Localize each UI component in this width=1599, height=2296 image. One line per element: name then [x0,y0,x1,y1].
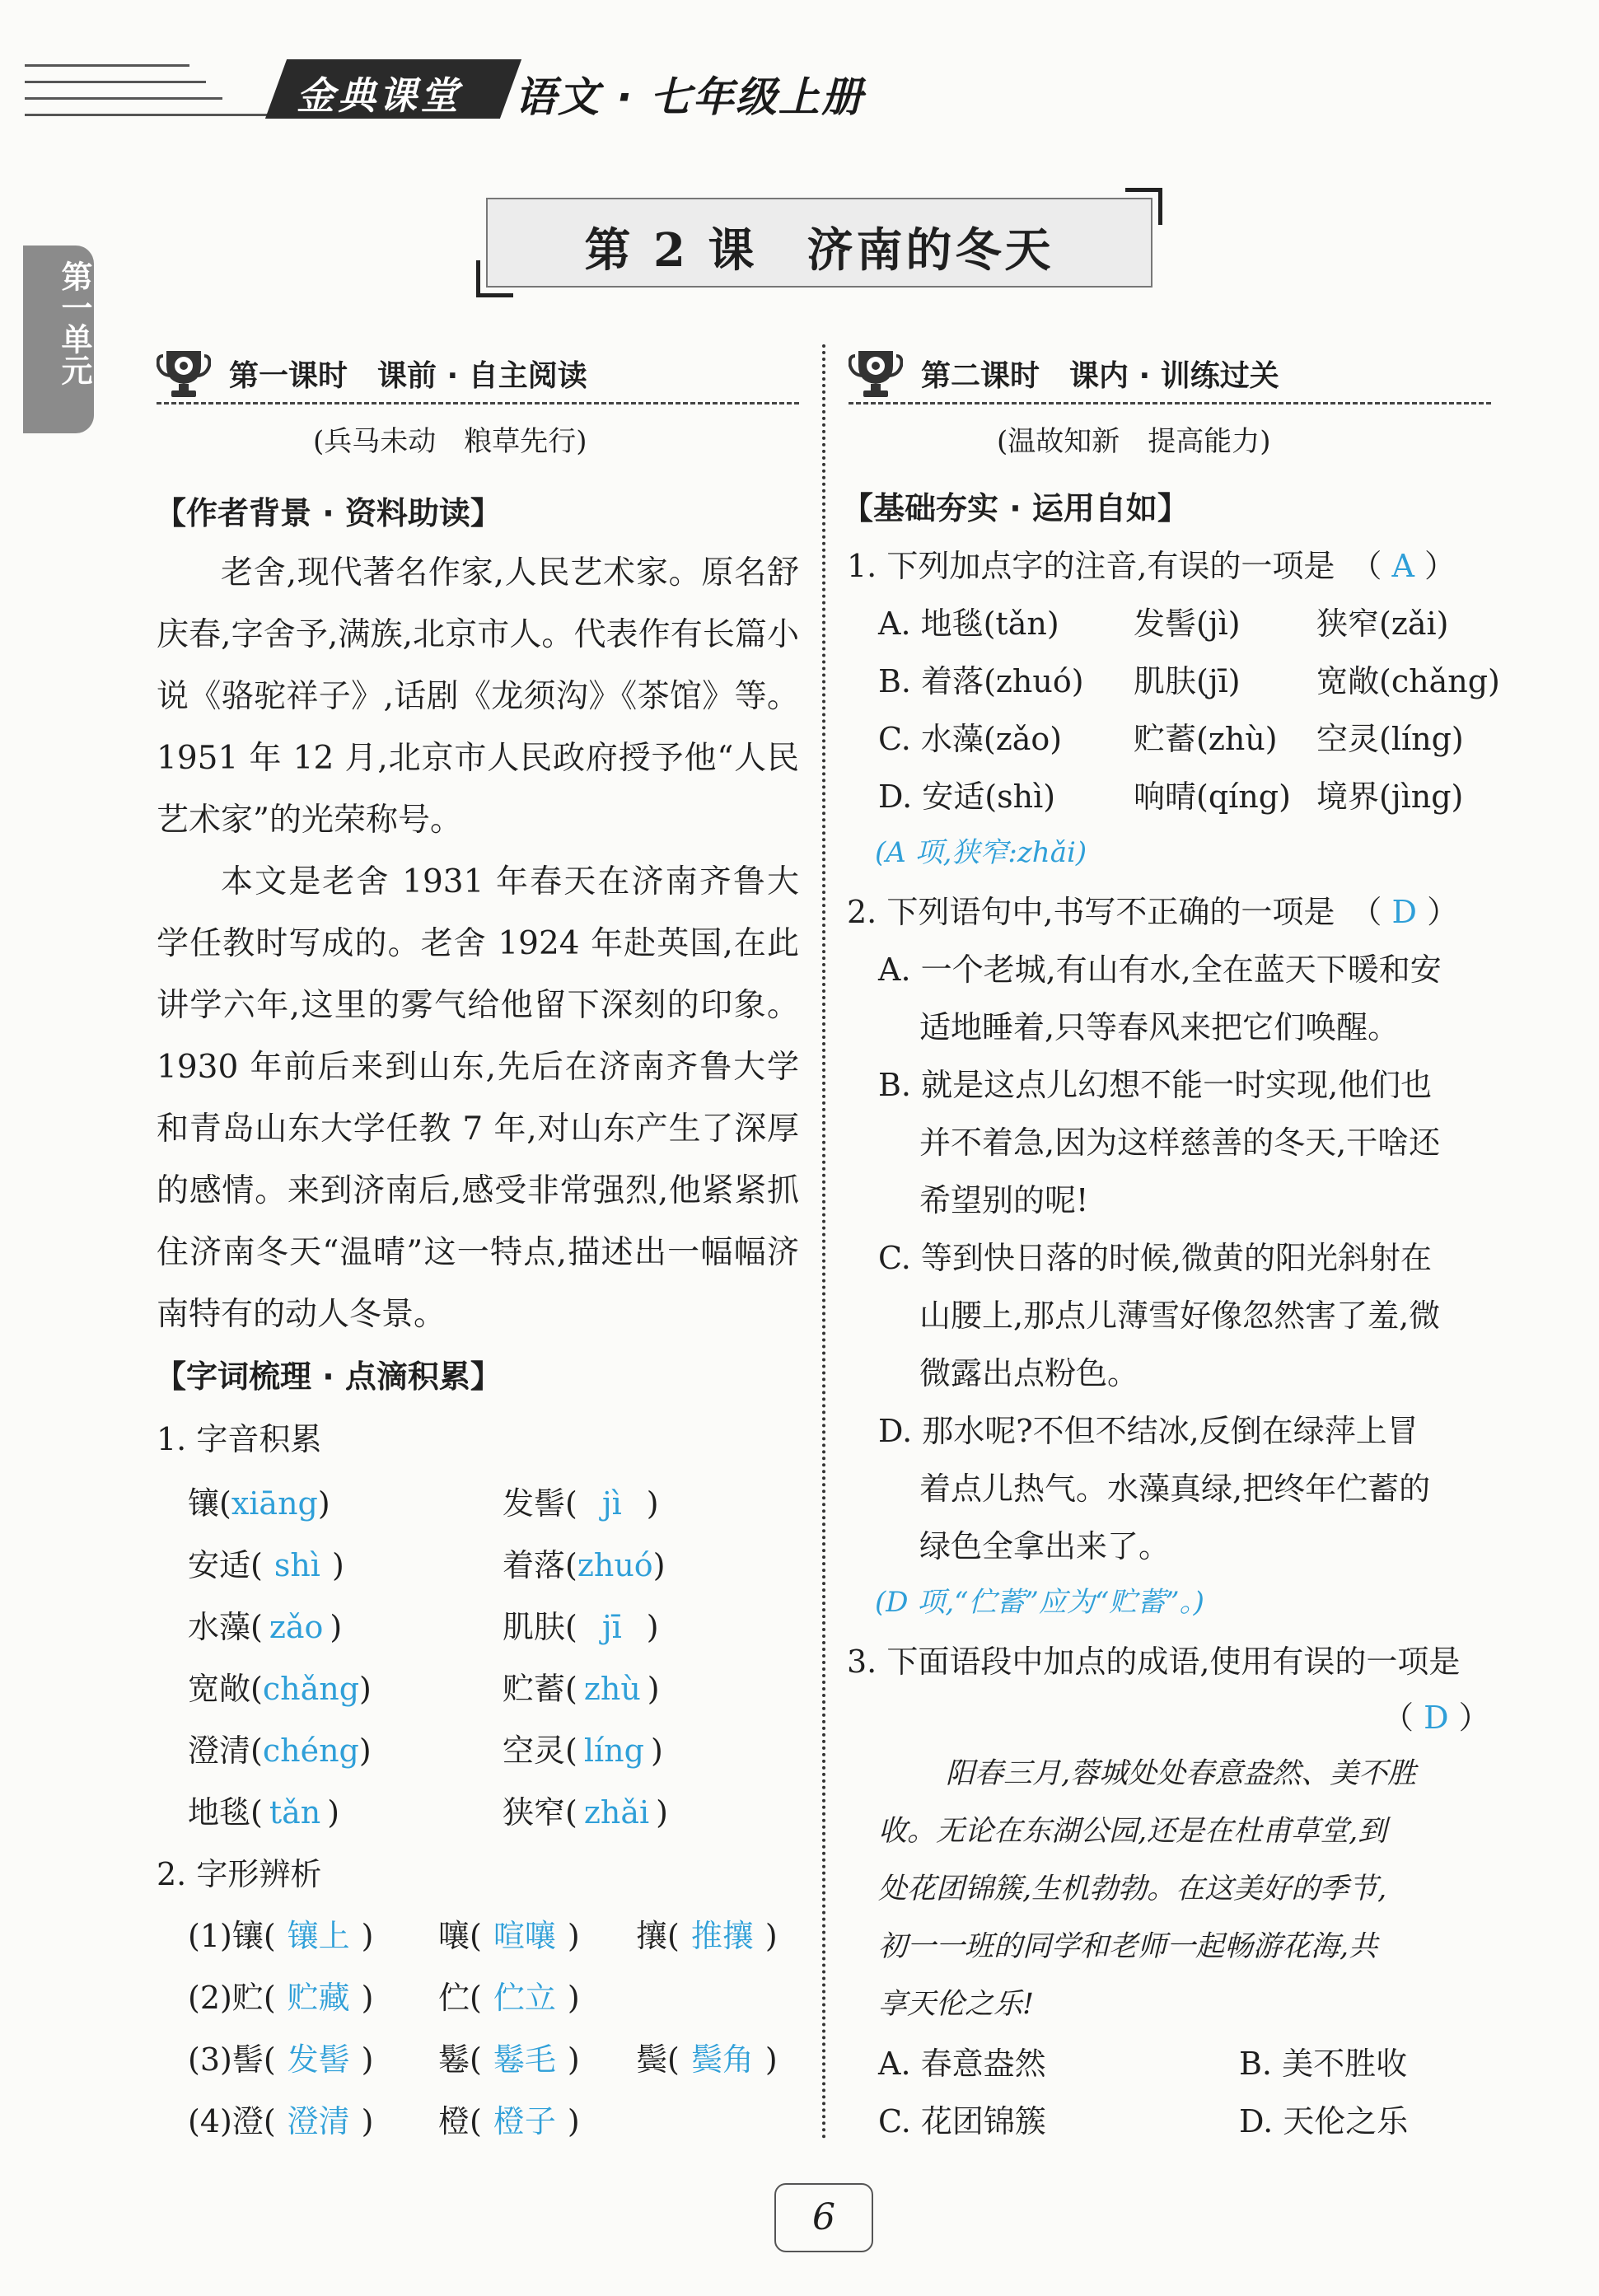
option-line: C. 等到快日落的时候,微黄的阳光斜射在 [878,1240,1432,1276]
question-label: 2. 字形辨析 [157,1856,322,1892]
option-line: 适地睡着,只等春风来把它们唤醒。 [919,1009,1400,1045]
option-line: 微露出点粉色。 [919,1355,1139,1391]
left-motto: (兵马未动 粮草先行) [313,425,587,458]
option-line: A. 一个老城,有山有水,全在蓝天下暖和安 [878,952,1442,988]
pinyin-item: 着落(zhuó) [503,1547,666,1583]
header-rule [25,64,189,67]
option-line: 并不着急,因为这样慈善的冬天,干啥还 [919,1125,1441,1161]
option: 响晴(qíng) [1134,779,1291,815]
author-background [157,542,799,1345]
option: D. 天伦之乐 [1239,2103,1409,2139]
header-rule [25,114,272,116]
pinyin-item: 水藻( zǎo ) [188,1609,343,1645]
passage-line: 享天伦之乐! [878,1988,1035,2021]
pinyin-item: 贮蓄( zhù ) [503,1671,660,1707]
dashed-rule [157,402,799,404]
lesson-title: 第 2 课 济南的冬天 [584,223,1054,278]
answer-note: (A 项,狭窄:zhǎi) [875,836,1087,869]
unit-label: 第一单元 [56,260,92,386]
right-column-title: 第二课时 课内 · 训练过关 [921,359,1279,393]
trophy-icon [157,348,211,400]
option-line: 山腰上,那点儿薄雪好像忽然害了羞,微 [919,1298,1441,1334]
brand-logo: 金典课堂 [297,73,461,118]
glyph-item: (2)贮( 贮藏 ) [188,1980,374,2016]
column-divider [822,344,825,2140]
glyph-item: 攘( 推攘 ) [636,1918,778,1954]
passage-line: 阳春三月,蓉城处处春意盎然、美不胜 [946,1757,1417,1790]
option: 发髻(jì) [1134,606,1241,642]
right-motto: (温故知新 提高能力) [997,425,1271,458]
glyph-item: 鬓( 鬓角 ) [636,2041,778,2078]
option: D. 安适(shì) [878,779,1056,815]
section-heading: 【字词梳理 · 点滴积累】 [155,1358,502,1395]
pinyin-item: 宽敞(chǎng) [188,1671,372,1707]
page-number-box [774,2183,873,2252]
question-stem: 2. 下列语句中,书写不正确的一项是 （ D ） [847,894,1459,930]
glyph-item: 嚷( 喧嚷 ) [438,1918,580,1954]
option: 贮蓄(zhù) [1134,721,1278,757]
lesson-title-box [486,198,1152,288]
option: A. 春意盎然 [878,2046,1046,2082]
glyph-item: (1)镶( 镶上 ) [188,1918,374,1954]
pinyin-item: 地毯( tǎn ) [188,1794,340,1831]
glyph-item: 鬈( 鬈毛 ) [438,2041,580,2078]
option-line: 绿色全拿出来了。 [919,1528,1171,1564]
header-rule [25,81,206,83]
option: 空灵(líng) [1316,721,1464,757]
right-column-header [849,344,1491,419]
book-subject: 语文 · 七年级上册 [515,73,864,121]
pinyin-item: 镶(xiāng) [188,1485,330,1522]
header-rule [25,97,222,100]
option: 境界(jìng) [1316,779,1464,815]
answer-bracket: （ D ） [1382,1700,1490,1736]
passage-line: 收。无论在东湖公园,还是在杜甫草堂,到 [878,1815,1387,1848]
option-line: 着点儿热气。水藻真绿,把终年伫蓄的 [919,1471,1431,1507]
pinyin-item: 肌肤( jī ) [503,1609,659,1645]
option: A. 地毯(tǎn) [878,606,1059,642]
pinyin-item: 空灵( líng ) [503,1733,663,1769]
glyph-item: 伫( 伫立 ) [438,1980,580,2016]
pinyin-item: 狭窄( zhǎi ) [503,1794,668,1831]
option-line: D. 那水呢?不但不结冰,反倒在绿萍上冒 [878,1413,1419,1449]
pinyin-item: 澄清(chéng) [188,1733,372,1769]
question-stem: 1. 下列加点字的注音,有误的一项是 （ A ） [847,548,1456,584]
glyph-item: 橙( 橙子 ) [438,2103,580,2139]
option: 肌肤(jī) [1134,663,1241,699]
pinyin-item: 发髻( jì ) [503,1485,659,1522]
passage-line: 处花团锦簇,生机勃勃。在这美好的季节, [878,1873,1387,1906]
passage-line: 初一一班的同学和老师一起畅游花海,共 [878,1930,1378,1963]
glyph-item: (4)澄( 澄清 ) [188,2103,374,2139]
option-line: 希望别的呢! [919,1182,1089,1218]
option: 宽敞(chǎng) [1316,663,1500,699]
page-number: 6 [812,2196,835,2238]
paragraph: 老舍,现代著名作家,人民艺术家。原名舒庆春,字舍予,满族,北京市人。代表作有长篇小说《骆驼祥子》,话剧《龙须沟》《茶馆》等。1951 年 12 月,北京市人民政府授予他“人民艺术家”的光荣称号。 [157,554,799,839]
left-column-title: 第一课时 课前 · 自主阅读 [229,359,587,393]
section-heading: 【基础夯实 · 运用自如】 [842,490,1189,526]
unit-side-tab [23,245,94,433]
option: B. 着落(zhuó) [878,663,1084,699]
question-stem: 3. 下面语段中加点的成语,使用有误的一项是 [847,1644,1461,1680]
glyph-item: (3)髻( 发髻 ) [188,2041,374,2078]
option: C. 水藻(zǎo) [878,721,1063,757]
answer-note: (D 项,“伫蓄”应为“贮蓄”。) [875,1586,1204,1619]
pinyin-item: 安适( shì ) [188,1547,344,1583]
paragraph: 本文是老舍 1931 年春天在济南齐鲁大学任教时写成的。老舍 1924 年赴英国,在此讲学六年,这里的雾气给他留下深刻的印象。1930 年前后来到山东,先后在济南齐鲁大学和青岛山东大学任教 7 年,对山东产生了深厚的感情。来到济南后,感受非常强烈,他紧紧抓住济南冬天“温晴”这一特点,描述出一幅幅济南特有的动人冬景。 [157,863,799,1333]
trophy-icon [849,348,903,400]
option: 狭窄(zǎi) [1316,606,1449,642]
option: B. 美不胜收 [1239,2046,1408,2082]
option: C. 花团锦簇 [878,2103,1046,2139]
section-heading: 【作者背景 · 资料助读】 [155,495,502,531]
left-column-header [157,344,799,419]
question-label: 1. 字音积累 [157,1421,322,1457]
dashed-rule [849,402,1491,404]
option-line: B. 就是这点儿幻想不能一时实现,他们也 [878,1067,1433,1103]
